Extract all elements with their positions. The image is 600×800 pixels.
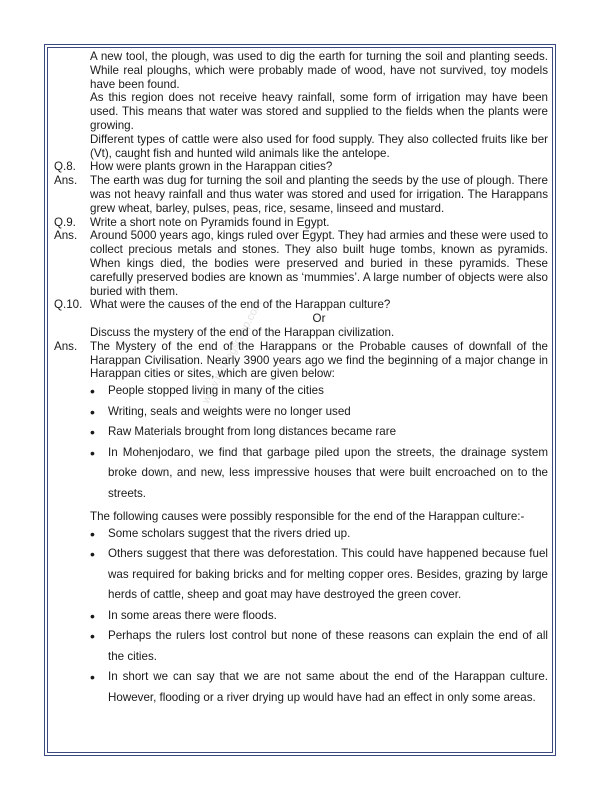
- list-item: • Some scholars suggest that the rivers dried up.: [90, 524, 548, 545]
- causes-list: [54, 524, 548, 709]
- answer-10: [54, 340, 548, 381]
- question-8: [54, 160, 548, 174]
- intro-paragraph-1: A new tool, the plough, was used to dig the earth for turning the soil and planting seeds. While real ploughs, which were probably made of wood, have not survived, toy models have been found.: [90, 50, 548, 91]
- answer-label: Ans.: [54, 339, 78, 353]
- list-item: • In short we can say that we are not same about the end of the Harappan culture. However, flooding or a river drying up would have had an effect in only some areas.: [90, 667, 548, 708]
- list-item: • Perhaps the rulers lost control but none of these reasons can explain the end of all the cities.: [90, 626, 548, 667]
- intro-paragraph-3: Different types of cattle were also used for food supply. They also collected fruits like ber (Vt), caught fish and hunted wild animals like the antelope.: [90, 132, 548, 160]
- intro-paragraph-2: As this region does not receive heavy rainfall, some form of irrigation may have been used. This means that water was stored and supplied to the fields when the plants were growing.: [90, 91, 548, 132]
- answer-label: Ans.: [54, 229, 78, 243]
- document-body: [54, 50, 548, 708]
- answer-9: [54, 229, 548, 298]
- answer-label: Ans.: [54, 174, 78, 188]
- list-item: • Others suggest that there was deforestation. This could have happened because fuel was required for baking bricks and for melting copper ores. Besides, grazing by large herds of cattle, sheep and goat may have destroyed the green cover.: [90, 544, 548, 606]
- answer-text: Around 5000 years ago, kings ruled over Egypt. They had armies and these were used to collect precious metals and stones. They also built huge tombs, known as pyramids. When kings died, the bodies were preserved and buried in these pyramids. These carefully preserved bodies are known as ‘mummies’. A large number of objects were also buried with them.: [90, 229, 549, 298]
- changes-list: [54, 381, 548, 504]
- list-item: • In Mohenjodaro, we find that garbage piled upon the streets, the drainage system broke down, and new, less impressive houses that were built encroached on to the streets.: [90, 443, 548, 505]
- question-9: [54, 216, 548, 230]
- list-item: • Writing, seals and weights were no longer used: [90, 402, 548, 423]
- watermark: www.thekingscoop.com: [200, 298, 265, 406]
- list-item: • Raw Materials brought from long distances became rare: [90, 422, 548, 443]
- answer-8: [54, 174, 548, 215]
- question-label: Q.8.: [54, 160, 76, 174]
- list-item: • In some areas there were floods.: [90, 606, 548, 627]
- list-item: • People stopped living in many of the cities: [90, 381, 548, 402]
- or-separator: Or: [312, 312, 326, 326]
- answer-text: The Mystery of the end of the Harappans or the Probable causes of downfall of the Harappan Civilisation. Nearly 3900 years ago we find the beginning of a major change in Harappan cities or sites, which are given below:: [90, 339, 548, 381]
- answer-text: The earth was dug for turning the soil and planting the seeds by the use of plough. There was not heavy rainfall and thus water was stored and used for irrigation. The Harappans grew wheat, barley, pulses, peas, rice, sesame, linseed and mustard.: [90, 174, 548, 215]
- question-text: How were plants grown in the Harappan cities?: [90, 160, 333, 174]
- question-text: Write a short note on Pyramids found in Egypt.: [90, 215, 330, 229]
- question-label: Q.9.: [54, 215, 76, 229]
- alt-question-text: Discuss the mystery of the end of the Harappan civilization.: [90, 325, 395, 339]
- causes-intro: The following causes were possibly responsible for the end of the Harappan culture:-: [90, 510, 525, 524]
- question-label: Q.10.: [54, 298, 83, 312]
- question-10: [54, 298, 548, 312]
- question-text: What were the causes of the end of the Harappan culture?: [90, 298, 391, 312]
